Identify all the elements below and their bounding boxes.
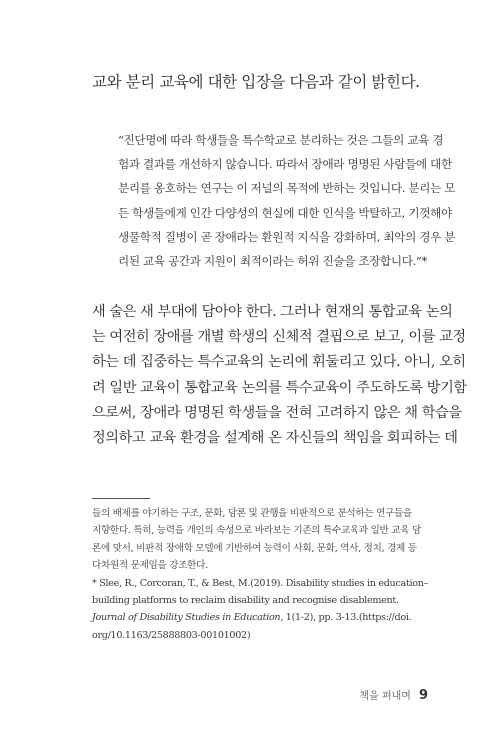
body-line: 정의하고 교육 환경을 설계해 온 자신들의 책임을 회피하는 데 — [92, 430, 458, 447]
page-number: 9 — [418, 688, 428, 703]
body-line: 으로써, 장애라 명명된 학생들을 전혀 고려하지 않은 채 학습을 — [92, 404, 462, 421]
footnote-divider — [92, 498, 150, 499]
citation-doi: org/10.1163/25888803-00101002) — [92, 629, 251, 641]
quote-line: 리된 교육 공간과 지원이 최적이라는 허위 진술을 조장합니다.”* — [118, 254, 427, 269]
citation-line — [92, 609, 432, 626]
footnote-line: 들의 배제를 야기하는 구조, 문화, 담론 및 관행을 비판적으로 분석하는 연구들을 — [92, 508, 412, 519]
body-line: 려 일반 교육이 통합교육 논의를 특수교육이 주도하도록 방기함 — [92, 379, 467, 396]
body-line: 는 여전히 장애를 개별 학생의 신체적 결핍으로 보고, 이를 교정 — [92, 329, 466, 346]
journal-title: Journal of Disability Studies in Education — [92, 612, 281, 624]
intro-sentence: 교와 분리 교육에 대한 입장을 다음과 같이 밝힌다. — [92, 73, 420, 91]
page-footer — [359, 687, 428, 703]
body-paragraph — [92, 300, 467, 451]
footnote-line: 다차원적 문제임을 강조한다. — [92, 560, 208, 572]
quote-line: “진단명에 따라 학생들을 특수학교로 분리하는 것은 그들의 교육 경 — [118, 133, 444, 147]
citation-line: building platforms to reclaim disability and recognise disablement. — [92, 595, 399, 607]
body-line: 새 술은 새 부대에 담아야 한다. 그러나 현재의 통합교육 논의 — [92, 304, 453, 320]
citation-line: * Slee, R., Corcoran, T., & Best, M.(2019). Disability studies in education– — [92, 577, 429, 589]
quote-line: 험과 결과를 개선하지 않습니다. 따라서 장애라 명명된 사람들에 대한 — [118, 157, 452, 172]
quote-line: 든 학생들에게 인간 다양성의 현실에 대한 인식을 박탈하고, 기껏해야 — [118, 205, 452, 220]
citation-details: , 1(1-2), pp. 3-13.(https://doi. — [280, 612, 412, 624]
quote-line: 분리를 옹호하는 연구는 이 저널의 목적에 반하는 것입니다. 분리는 모 — [118, 181, 456, 196]
quote-line: 생물학적 질병이 곧 장애라는 환원적 지식을 강화하며, 최악의 경우 분 — [118, 229, 456, 244]
block-quote — [118, 128, 456, 273]
running-title: 책을 펴내며 — [359, 691, 411, 702]
footnote-line: 지향한다. 특히, 능력을 개인의 속성으로 바라보는 기존의 특수교육과 일반 교육 담 — [92, 525, 421, 537]
body-line: 하는 데 집중하는 특수교육의 논리에 휘둘리고 있다. 아니, 오히 — [92, 354, 466, 371]
footnote-line: 론에 맞서, 비판적 장애학 모델에 기반하여 능력이 사회, 문화, 역사, 정치, 경제 등 — [92, 542, 417, 554]
footnotes — [92, 505, 432, 644]
